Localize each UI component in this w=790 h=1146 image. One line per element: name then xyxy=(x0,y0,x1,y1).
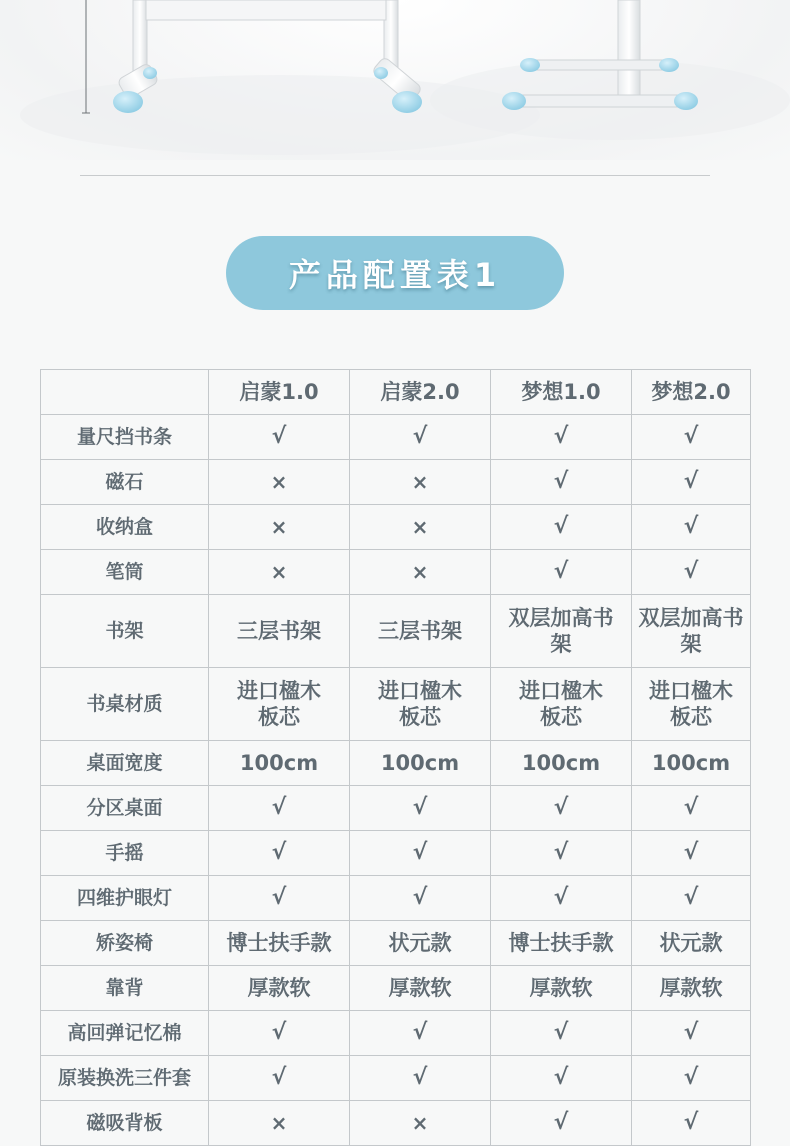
product-photo xyxy=(0,0,790,160)
column-header: 梦想2.0 xyxy=(632,370,751,415)
table-cell: 厚款软 xyxy=(491,966,632,1011)
table-row xyxy=(41,1101,751,1146)
table-cell: × xyxy=(209,460,350,505)
row-label: 分区桌面 xyxy=(41,786,209,831)
row-label: 靠背 xyxy=(41,966,209,1011)
row-label: 磁石 xyxy=(41,460,209,505)
table-cell: √ xyxy=(209,876,350,921)
table-cell: √ xyxy=(350,876,491,921)
table-cell: √ xyxy=(632,550,751,595)
table-cell: √ xyxy=(632,505,751,550)
table-cell: √ xyxy=(209,1011,350,1056)
row-label: 桌面宽度 xyxy=(41,741,209,786)
table-row xyxy=(41,966,751,1011)
table-cell: √ xyxy=(632,460,751,505)
table-cell: √ xyxy=(491,460,632,505)
table-row xyxy=(41,921,751,966)
table-cell: 博士扶手款 xyxy=(491,921,632,966)
table-row xyxy=(41,505,751,550)
row-label: 笔筒 xyxy=(41,550,209,595)
table-cell: 进口楹木板芯 xyxy=(632,668,751,741)
column-header: 梦想1.0 xyxy=(491,370,632,415)
table-cell: √ xyxy=(491,831,632,876)
table-header-row xyxy=(41,370,751,415)
table-row xyxy=(41,741,751,786)
table-cell: 双层加高书架 xyxy=(491,595,632,668)
table-cell: √ xyxy=(350,1011,491,1056)
table-cell: 厚款软 xyxy=(209,966,350,1011)
table-cell: √ xyxy=(350,1056,491,1101)
table-row xyxy=(41,1011,751,1056)
table-cell: × xyxy=(209,550,350,595)
table-row xyxy=(41,831,751,876)
row-label: 高回弹记忆棉 xyxy=(41,1011,209,1056)
row-label: 书架 xyxy=(41,595,209,668)
table-cell: 进口楹木板芯 xyxy=(350,668,491,741)
row-label: 手摇 xyxy=(41,831,209,876)
table-cell: 状元款 xyxy=(632,921,751,966)
desk-legs-illustration xyxy=(0,0,790,160)
table-cell: √ xyxy=(209,415,350,460)
table-row xyxy=(41,550,751,595)
table-cell: 进口楹木板芯 xyxy=(491,668,632,741)
table-row xyxy=(41,876,751,921)
section-title: 产品配置表1 xyxy=(226,236,564,310)
table-cell: × xyxy=(350,460,491,505)
table-cell: × xyxy=(209,1101,350,1146)
spec-table xyxy=(40,369,751,1146)
table-cell: √ xyxy=(491,1056,632,1101)
corner-cell xyxy=(41,370,209,415)
row-label: 四维护眼灯 xyxy=(41,876,209,921)
table-cell: √ xyxy=(350,786,491,831)
table-cell: 三层书架 xyxy=(209,595,350,668)
table-cell: 厚款软 xyxy=(350,966,491,1011)
table-cell: √ xyxy=(209,831,350,876)
table-row xyxy=(41,786,751,831)
table-row xyxy=(41,668,751,741)
column-header: 启蒙1.0 xyxy=(209,370,350,415)
table-cell: √ xyxy=(632,1011,751,1056)
table-cell: 状元款 xyxy=(350,921,491,966)
table-cell: √ xyxy=(209,786,350,831)
table-cell: √ xyxy=(350,415,491,460)
table-cell: 双层加高书架 xyxy=(632,595,751,668)
table-cell: √ xyxy=(491,786,632,831)
column-header: 启蒙2.0 xyxy=(350,370,491,415)
table-cell: 进口楹木板芯 xyxy=(209,668,350,741)
table-cell: √ xyxy=(632,786,751,831)
table-cell: √ xyxy=(491,876,632,921)
table-row xyxy=(41,460,751,505)
table-cell: 100cm xyxy=(632,741,751,786)
table-cell: 三层书架 xyxy=(350,595,491,668)
row-label: 原装换洗三件套 xyxy=(41,1056,209,1101)
table-row xyxy=(41,1056,751,1101)
row-label: 磁吸背板 xyxy=(41,1101,209,1146)
table-row xyxy=(41,415,751,460)
table-row xyxy=(41,595,751,668)
table-cell: √ xyxy=(632,1056,751,1101)
table-cell: √ xyxy=(632,1101,751,1146)
table-cell: √ xyxy=(209,1056,350,1101)
row-label: 量尺挡书条 xyxy=(41,415,209,460)
row-label: 收纳盒 xyxy=(41,505,209,550)
table-cell: × xyxy=(350,550,491,595)
row-label: 矫姿椅 xyxy=(41,921,209,966)
table-cell: 厚款软 xyxy=(632,966,751,1011)
table-cell: √ xyxy=(491,415,632,460)
table-cell: √ xyxy=(491,505,632,550)
table-cell: 100cm xyxy=(491,741,632,786)
table-cell: √ xyxy=(632,831,751,876)
table-cell: 100cm xyxy=(350,741,491,786)
table-cell: × xyxy=(350,1101,491,1146)
table-cell: √ xyxy=(491,550,632,595)
table-cell: √ xyxy=(491,1101,632,1146)
table-cell: √ xyxy=(632,415,751,460)
section-divider xyxy=(80,175,710,176)
table-cell: 100cm xyxy=(209,741,350,786)
table-cell: √ xyxy=(350,831,491,876)
row-label: 书桌材质 xyxy=(41,668,209,741)
table-cell: √ xyxy=(491,1011,632,1056)
table-cell: √ xyxy=(632,876,751,921)
table-cell: × xyxy=(209,505,350,550)
table-cell: × xyxy=(350,505,491,550)
table-cell: 博士扶手款 xyxy=(209,921,350,966)
